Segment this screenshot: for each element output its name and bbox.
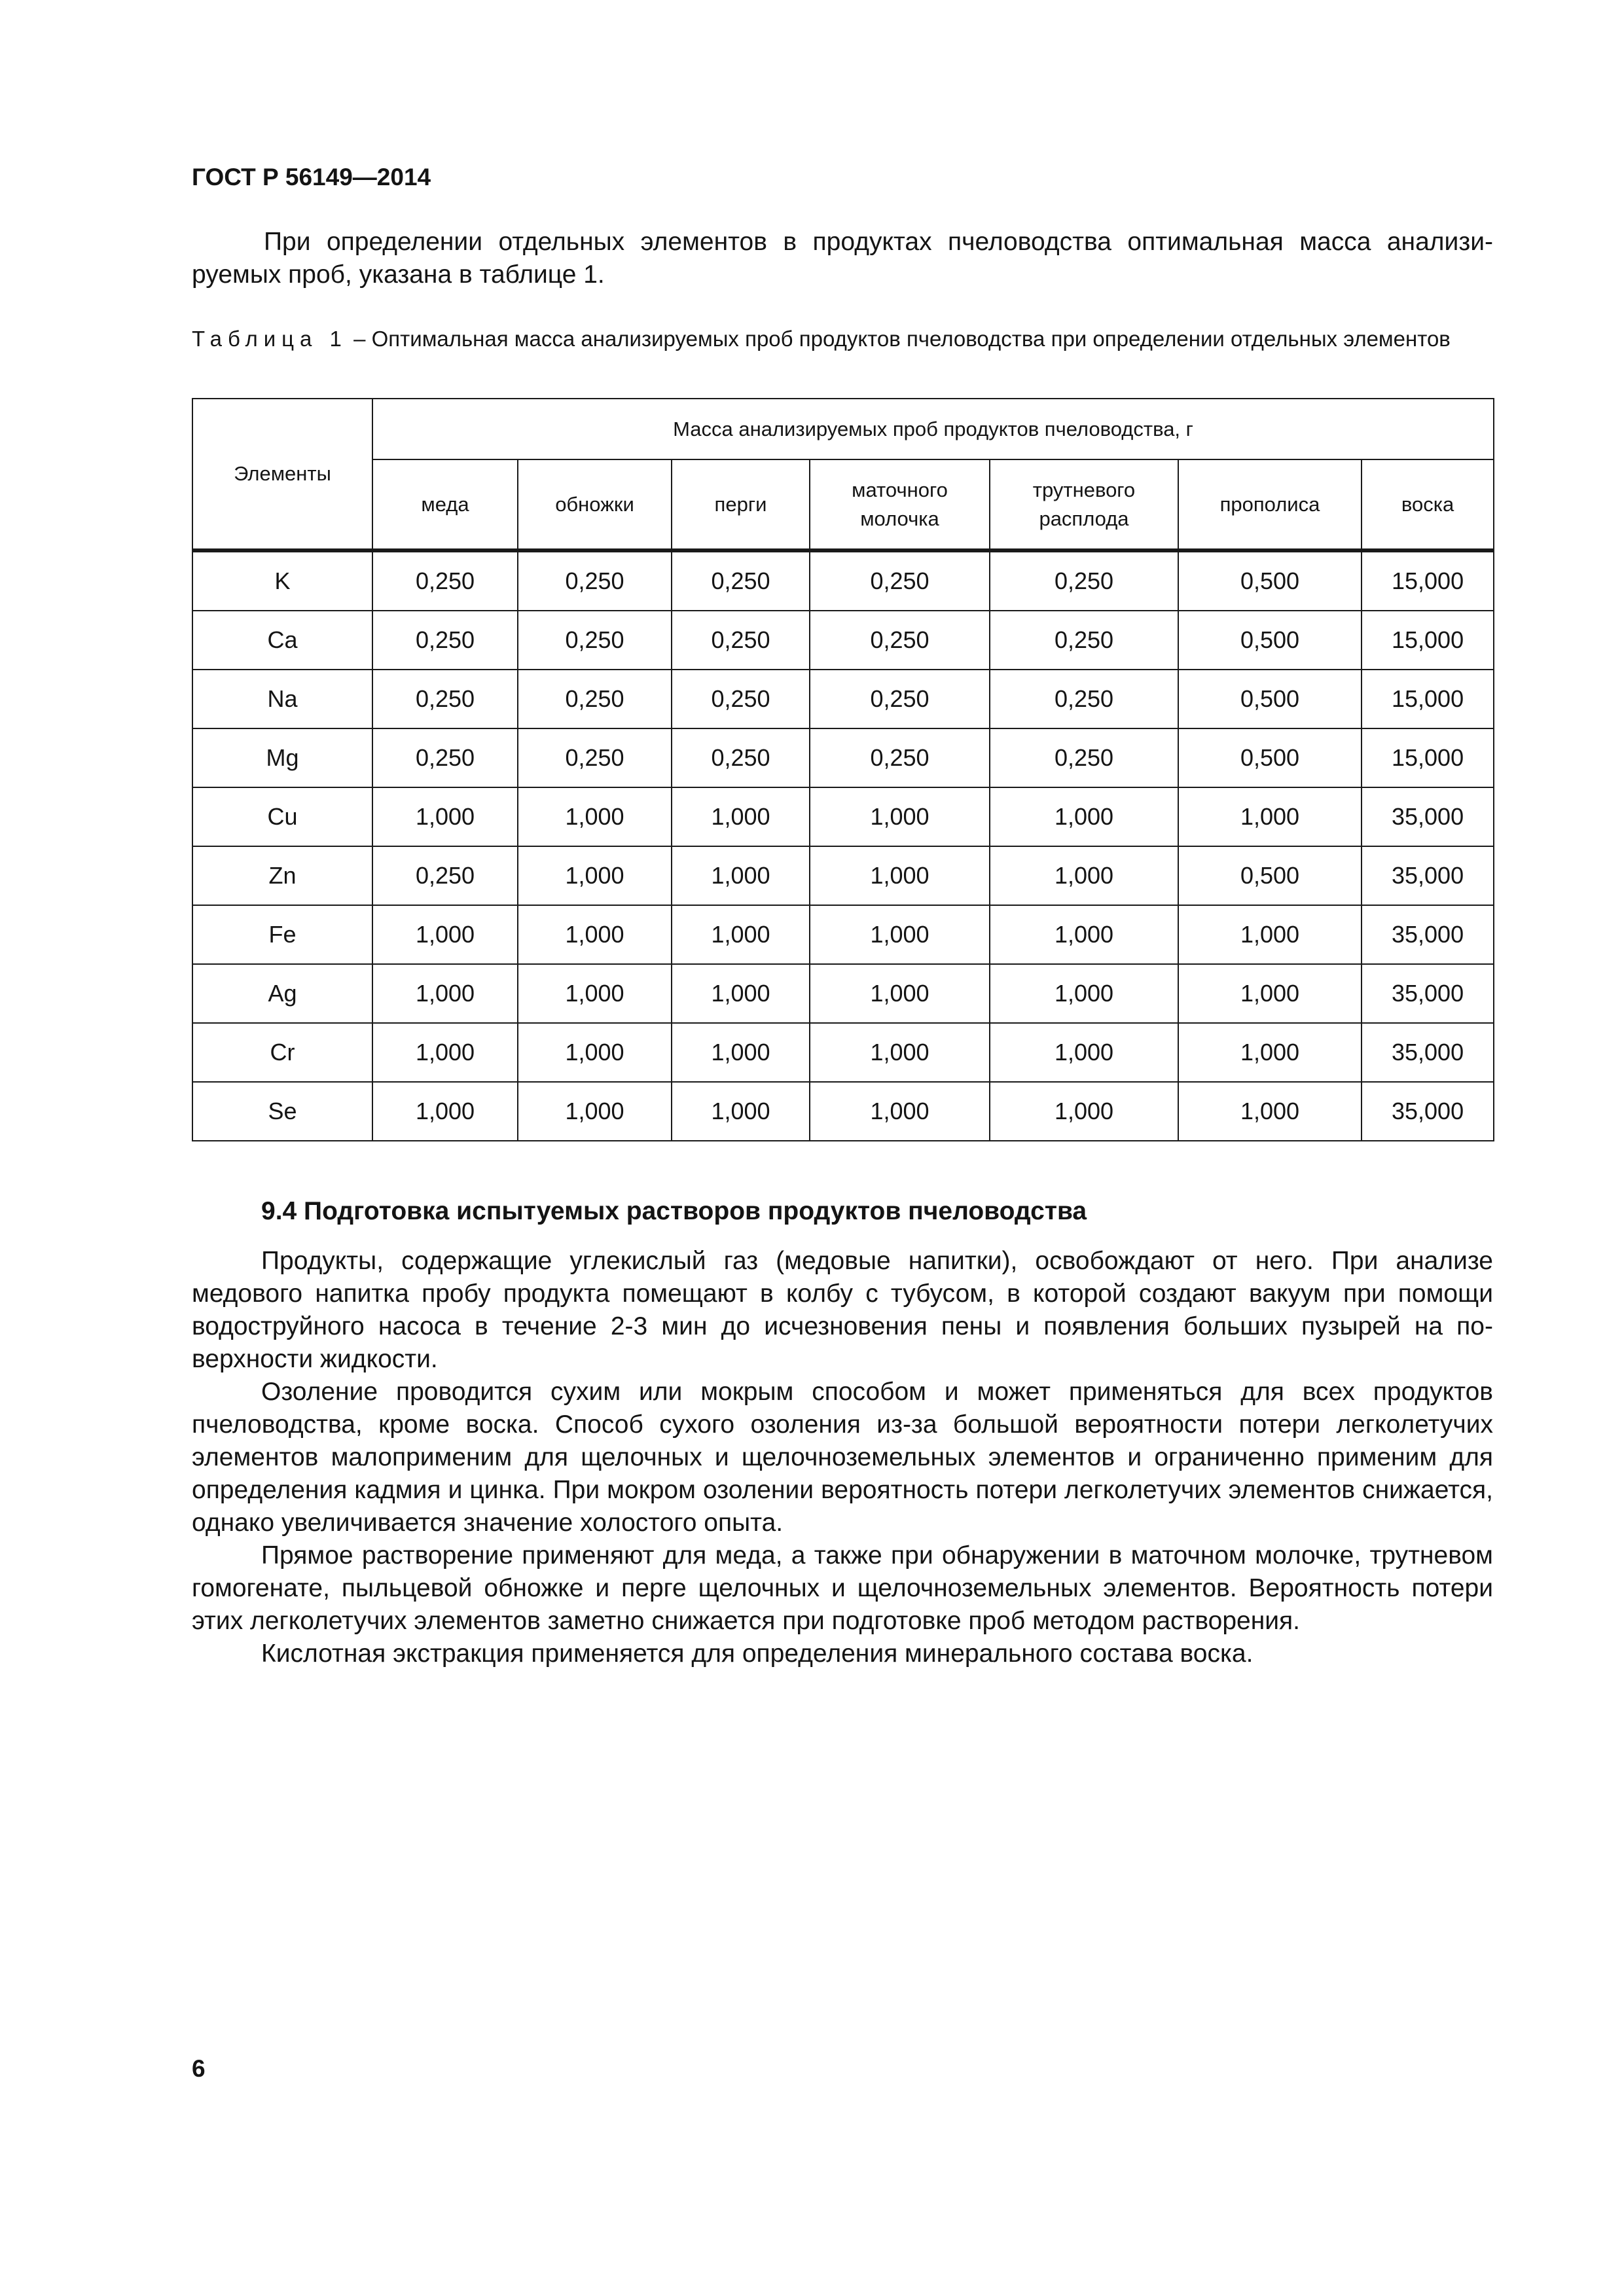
intro-text: При определении отдельных элементов в продуктах пчеловодства оптимальная масса анализируемых проб, указана в таблице 1. [192, 228, 1493, 289]
element-symbol-cell: Cu [192, 787, 372, 846]
mass-value-cell: 1,000 [518, 905, 672, 964]
column-header-propolis: прополиса [1178, 459, 1362, 550]
mass-value-cell: 1,000 [810, 787, 990, 846]
mass-value-cell: 1,000 [672, 787, 810, 846]
element-symbol-cell: Zn [192, 846, 372, 905]
mass-value-cell: 1,000 [372, 787, 518, 846]
mass-value-cell: 0,250 [672, 728, 810, 787]
mass-value-cell: 1,000 [672, 1023, 810, 1082]
mass-value-cell: 0,500 [1178, 728, 1362, 787]
column-header-drone-brood: трутневого расплода [990, 459, 1178, 550]
body-paragraph: Кислотная экстракция применяется для определения минерального состава воска. [261, 1640, 1254, 1668]
element-symbol-cell: Ca [192, 611, 372, 670]
column-header-honey: меда [372, 459, 518, 550]
mass-value-cell: 1,000 [1178, 905, 1362, 964]
mass-value-cell: 0,250 [810, 611, 990, 670]
mass-value-cell: 1,000 [672, 905, 810, 964]
mass-value-cell: 0,250 [518, 611, 672, 670]
document-header: ГОСТ Р 56149—2014 [192, 164, 431, 190]
element-symbol-cell: Mg [192, 728, 372, 787]
mass-value-cell: 15,000 [1362, 670, 1494, 728]
mass-value-cell: 1,000 [372, 1082, 518, 1141]
mass-value-cell: 1,000 [810, 846, 990, 905]
column-header-elements: Элементы [192, 399, 372, 550]
element-symbol-cell: Cr [192, 1023, 372, 1082]
mass-value-cell: 35,000 [1362, 905, 1494, 964]
section-body [192, 1245, 1493, 1670]
mass-value-cell: 35,000 [1362, 964, 1494, 1023]
mass-value-cell: 0,250 [372, 550, 518, 611]
mass-value-cell: 1,000 [1178, 1082, 1362, 1141]
element-symbol-cell: K [192, 550, 372, 611]
mass-value-cell: 35,000 [1362, 1082, 1494, 1141]
mass-value-cell: 0,250 [810, 670, 990, 728]
mass-value-cell: 0,250 [810, 728, 990, 787]
intro-paragraph [192, 226, 1493, 291]
body-paragraph: Продукты, содержащие углекислый газ (медовые напитки), освобождают от него. При анализе медового напитка пробу продукта помещают в колбу с тубусом, в которой создают вакуум при помощи водоструйного насоса в течение 2-3 мин до исчезновения пены и появления больших пузырей на поверхности жидкости. [192, 1247, 1493, 1373]
mass-value-cell: 15,000 [1362, 728, 1494, 787]
column-header-pollen-load: обножки [518, 459, 672, 550]
mass-value-cell: 35,000 [1362, 787, 1494, 846]
mass-value-cell: 0,250 [518, 550, 672, 611]
mass-value-cell: 1,000 [810, 964, 990, 1023]
mass-value-cell: 0,250 [372, 846, 518, 905]
mass-value-cell: 1,000 [990, 964, 1178, 1023]
mass-value-cell: 1,000 [372, 964, 518, 1023]
mass-value-cell: 1,000 [1178, 964, 1362, 1023]
body-paragraph: Прямое растворение применяют для меда, а также при обнаружении в маточном молочке, трутневом гомогенате, пыльцевой обножке и перге щелочных и щелочноземельных элементов. Вероятность потери этих легколетучих элементов заметно снижается при подготовке проб методом растворения. [192, 1541, 1493, 1635]
mass-value-cell: 0,250 [990, 728, 1178, 787]
mass-value-cell: 1,000 [518, 846, 672, 905]
table-row [192, 1082, 1494, 1141]
table-subheader-row [192, 459, 1494, 550]
mass-value-cell: 1,000 [518, 964, 672, 1023]
mass-value-cell: 1,000 [518, 1082, 672, 1141]
mass-value-cell: 35,000 [1362, 846, 1494, 905]
mass-value-cell: 15,000 [1362, 550, 1494, 611]
mass-value-cell: 0,250 [990, 611, 1178, 670]
mass-value-cell: 0,250 [672, 670, 810, 728]
table-row [192, 787, 1494, 846]
table-row [192, 728, 1494, 787]
table-caption [192, 325, 1493, 352]
section-heading: 9.4 Подготовка испытуемых растворов продуктов пчеловодства [261, 1197, 1087, 1225]
mass-value-cell: 0,500 [1178, 846, 1362, 905]
mass-value-cell: 0,500 [1178, 611, 1362, 670]
mass-value-cell: 1,000 [372, 905, 518, 964]
table-body [192, 550, 1494, 1141]
mass-value-cell: 1,000 [990, 905, 1178, 964]
mass-value-cell: 0,500 [1178, 550, 1362, 611]
group-header: Масса анализируемых проб продуктов пчеловодства, г [372, 399, 1494, 459]
mass-value-cell: 1,000 [672, 964, 810, 1023]
table-row [192, 550, 1494, 611]
column-header-bee-bread: перги [672, 459, 810, 550]
sample-mass-table [192, 398, 1494, 1141]
mass-value-cell: 0,500 [1178, 670, 1362, 728]
mass-value-cell: 1,000 [672, 846, 810, 905]
mass-value-cell: 35,000 [1362, 1023, 1494, 1082]
mass-value-cell: 15,000 [1362, 611, 1494, 670]
element-symbol-cell: Ag [192, 964, 372, 1023]
mass-value-cell: 0,250 [372, 611, 518, 670]
mass-value-cell: 0,250 [518, 728, 672, 787]
mass-value-cell: 0,250 [672, 611, 810, 670]
table-row [192, 964, 1494, 1023]
table-header-row [192, 399, 1494, 459]
table-row [192, 1023, 1494, 1082]
mass-value-cell: 1,000 [810, 1023, 990, 1082]
mass-value-cell: 0,250 [372, 670, 518, 728]
mass-value-cell: 0,250 [990, 550, 1178, 611]
body-paragraph: Озоление проводится сухим или мокрым способом и может применяться для всех продуктов пчеловодства, кроме воска. Способ сухого озоления из-за большой вероятности потери легколетучих элементов малоприменим для щелочных и щелочноземельных элементов и ограниченно применим для определения кадмия и цинка. При мокром озолении вероятность потери легколетучих элементов снижается, однако увеличивается значение холостого опыта. [192, 1378, 1493, 1537]
table-caption-label: Таблица 1 [192, 327, 348, 351]
mass-value-cell: 0,250 [810, 550, 990, 611]
mass-value-cell: 0,250 [518, 670, 672, 728]
mass-value-cell: 1,000 [1178, 1023, 1362, 1082]
table-row [192, 670, 1494, 728]
mass-value-cell: 1,000 [810, 905, 990, 964]
mass-value-cell: 1,000 [990, 1023, 1178, 1082]
mass-value-cell: 0,250 [990, 670, 1178, 728]
mass-value-cell: 1,000 [990, 787, 1178, 846]
table-row [192, 611, 1494, 670]
mass-value-cell: 0,250 [372, 728, 518, 787]
mass-value-cell: 1,000 [1178, 787, 1362, 846]
table-container [192, 398, 1493, 1141]
mass-value-cell: 1,000 [518, 1023, 672, 1082]
mass-value-cell: 1,000 [990, 846, 1178, 905]
mass-value-cell: 1,000 [372, 1023, 518, 1082]
mass-value-cell: 1,000 [672, 1082, 810, 1141]
element-symbol-cell: Fe [192, 905, 372, 964]
mass-value-cell: 1,000 [990, 1082, 1178, 1141]
mass-value-cell: 0,250 [672, 550, 810, 611]
element-symbol-cell: Na [192, 670, 372, 728]
mass-value-cell: 1,000 [518, 787, 672, 846]
table-row [192, 846, 1494, 905]
table-row [192, 905, 1494, 964]
mass-value-cell: 1,000 [810, 1082, 990, 1141]
column-header-wax: воска [1362, 459, 1494, 550]
table-caption-text: – Оптимальная масса анализируемых проб продуктов пчеловодства при определении отдельных элементов [347, 327, 1451, 351]
column-header-royal-jelly: маточного молочка [810, 459, 990, 550]
element-symbol-cell: Se [192, 1082, 372, 1141]
page-number: 6 [192, 2055, 206, 2082]
